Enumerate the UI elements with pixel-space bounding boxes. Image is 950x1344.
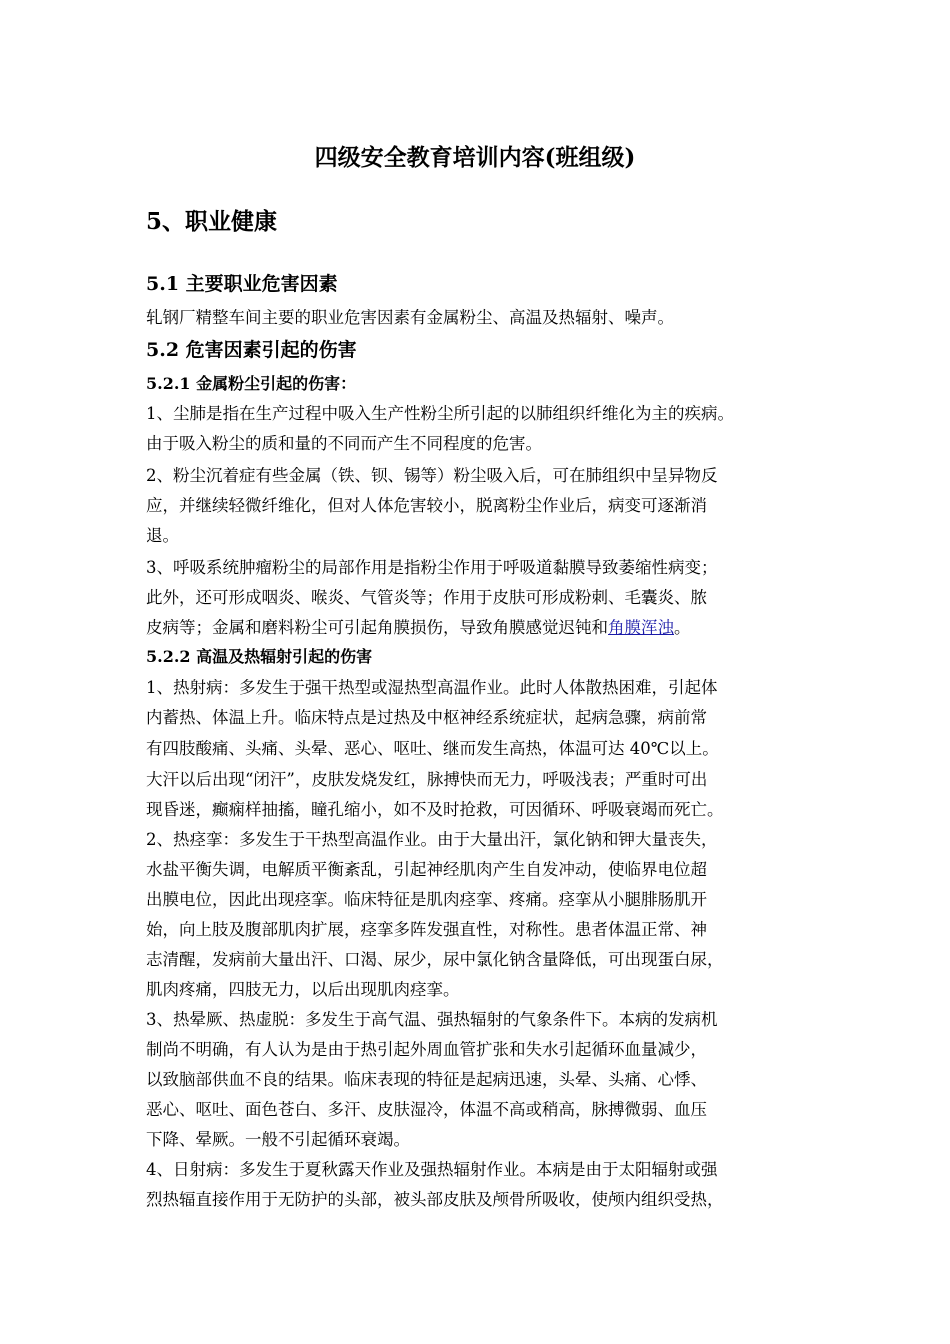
paragraph-line: 2、粉尘沉着症有些金属（铁、钡、锡等）粉尘吸入后，可在肺组织中呈异物反: [146, 466, 718, 485]
paragraph-text: 皮病等；金属和磨料粉尘可引起角膜损伤，导致角膜感觉迟钝和: [146, 618, 608, 637]
corneal-opacity-link[interactable]: 角膜浑浊: [608, 618, 674, 637]
paragraph-line: 应，并继续轻微纤维化，但对人体危害较小，脱离粉尘作业后，病变可逐渐消: [146, 496, 707, 515]
paragraph-line: 轧钢厂精整车间主要的职业危害因素有金属粉尘、高温及热辐射、噪声。: [146, 308, 674, 327]
section-heading: 5、职业健康: [146, 208, 278, 235]
paragraph-line: 由于吸入粉尘的质和量的不同而产生不同程度的危害。: [146, 434, 542, 453]
subsection-heading-5-2-1: 5.2.1 金属粉尘引起的伤害：: [146, 374, 357, 393]
paragraph-line: 2、热痉挛：多发生于干热型高温作业。由于大量出汗，氯化钠和钾大量丧失，: [146, 830, 718, 849]
paragraph-punctuation: 。: [674, 618, 691, 637]
paragraph-line: 1、尘肺是指在生产过程中吸入生产性粉尘所引起的以肺组织纤维化为主的疾病。: [146, 404, 734, 423]
paragraph-line: 退。: [146, 526, 179, 545]
paragraph-line: 此外，还可形成咽炎、喉炎、气管炎等；作用于皮肤可形成粉刺、毛囊炎、脓: [146, 588, 707, 607]
paragraph-line: 内蓄热、体温上升。临床特点是过热及中枢神经系统症状，起病急骤，病前常: [146, 708, 707, 727]
paragraph-line: 恶心、呕吐、面色苍白、多汗、皮肤湿冷，体温不高或稍高，脉搏微弱、血压: [146, 1100, 707, 1119]
paragraph-line: 有四肢酸痛、头痛、头晕、恶心、呕吐、继而发生高热，体温可达 40℃以上。: [146, 739, 719, 758]
document-title: 四级安全教育培训内容(班组级): [314, 144, 636, 171]
paragraph-line: 肌肉疼痛，四肢无力，以后出现肌肉痉挛。: [146, 980, 460, 999]
paragraph-line: 下降、晕厥。一般不引起循环衰竭。: [146, 1130, 410, 1149]
paragraph-line: 始，向上肢及腹部肌肉扩展，痉挛多阵发强直性，对称性。患者体温正常、神: [146, 920, 707, 939]
paragraph-line: 3、呼吸系统肿瘤粉尘的局部作用是指粉尘作用于呼吸道黏膜导致萎缩性病变；: [146, 558, 718, 577]
subsection-heading-5-2-2: 5.2.2 高温及热辐射引起的伤害: [146, 647, 373, 666]
paragraph-line: 出膜电位，因此出现痉挛。临床特征是肌肉痉挛、疼痛。痉挛从小腿腓肠肌开: [146, 890, 707, 909]
paragraph-line: 水盐平衡失调，电解质平衡紊乱，引起神经肌肉产生自发冲动，使临界电位超: [146, 860, 707, 879]
paragraph-line: 以致脑部供血不良的结果。临床表现的特征是起病迅速，头晕、头痛、心悸、: [146, 1070, 707, 1089]
paragraph-line: 4、日射病：多发生于夏秋露天作业及强热辐射作业。本病是由于太阳辐射或强: [146, 1160, 718, 1179]
paragraph-line: 1、热射病：多发生于强干热型或湿热型高温作业。此时人体散热困难，引起体: [146, 678, 718, 697]
paragraph-line: 现昏迷，癫痫样抽搐，瞳孔缩小，如不及时抢救，可因循环、呼吸衰竭而死亡。: [146, 800, 724, 819]
paragraph-line: 3、热晕厥、热虚脱：多发生于高气温、强热辐射的气象条件下。本病的发病机: [146, 1010, 718, 1029]
paragraph-line: 大汗以后出现“闭汗”，皮肤发烧发红，脉搏快而无力，呼吸浅表；严重时可出: [146, 770, 708, 789]
paragraph-line: 制尚不明确，有人认为是由于热引起外周血管扩张和失水引起循环血量减少，: [146, 1040, 707, 1059]
paragraph-line: 烈热辐直接作用于无防护的头部，被头部皮肤及颅骨所吸收，使颅内组织受热，: [146, 1190, 724, 1209]
paragraph-line: 志清醒，发病前大量出汗、口渴、尿少，尿中氯化钠含量降低，可出现蛋白尿，: [146, 950, 724, 969]
paragraph-line: [146, 616, 691, 640]
subsection-heading-5-1: 5.1 主要职业危害因素: [146, 273, 338, 295]
subsection-heading-5-2: 5.2 危害因素引起的伤害: [146, 339, 357, 361]
